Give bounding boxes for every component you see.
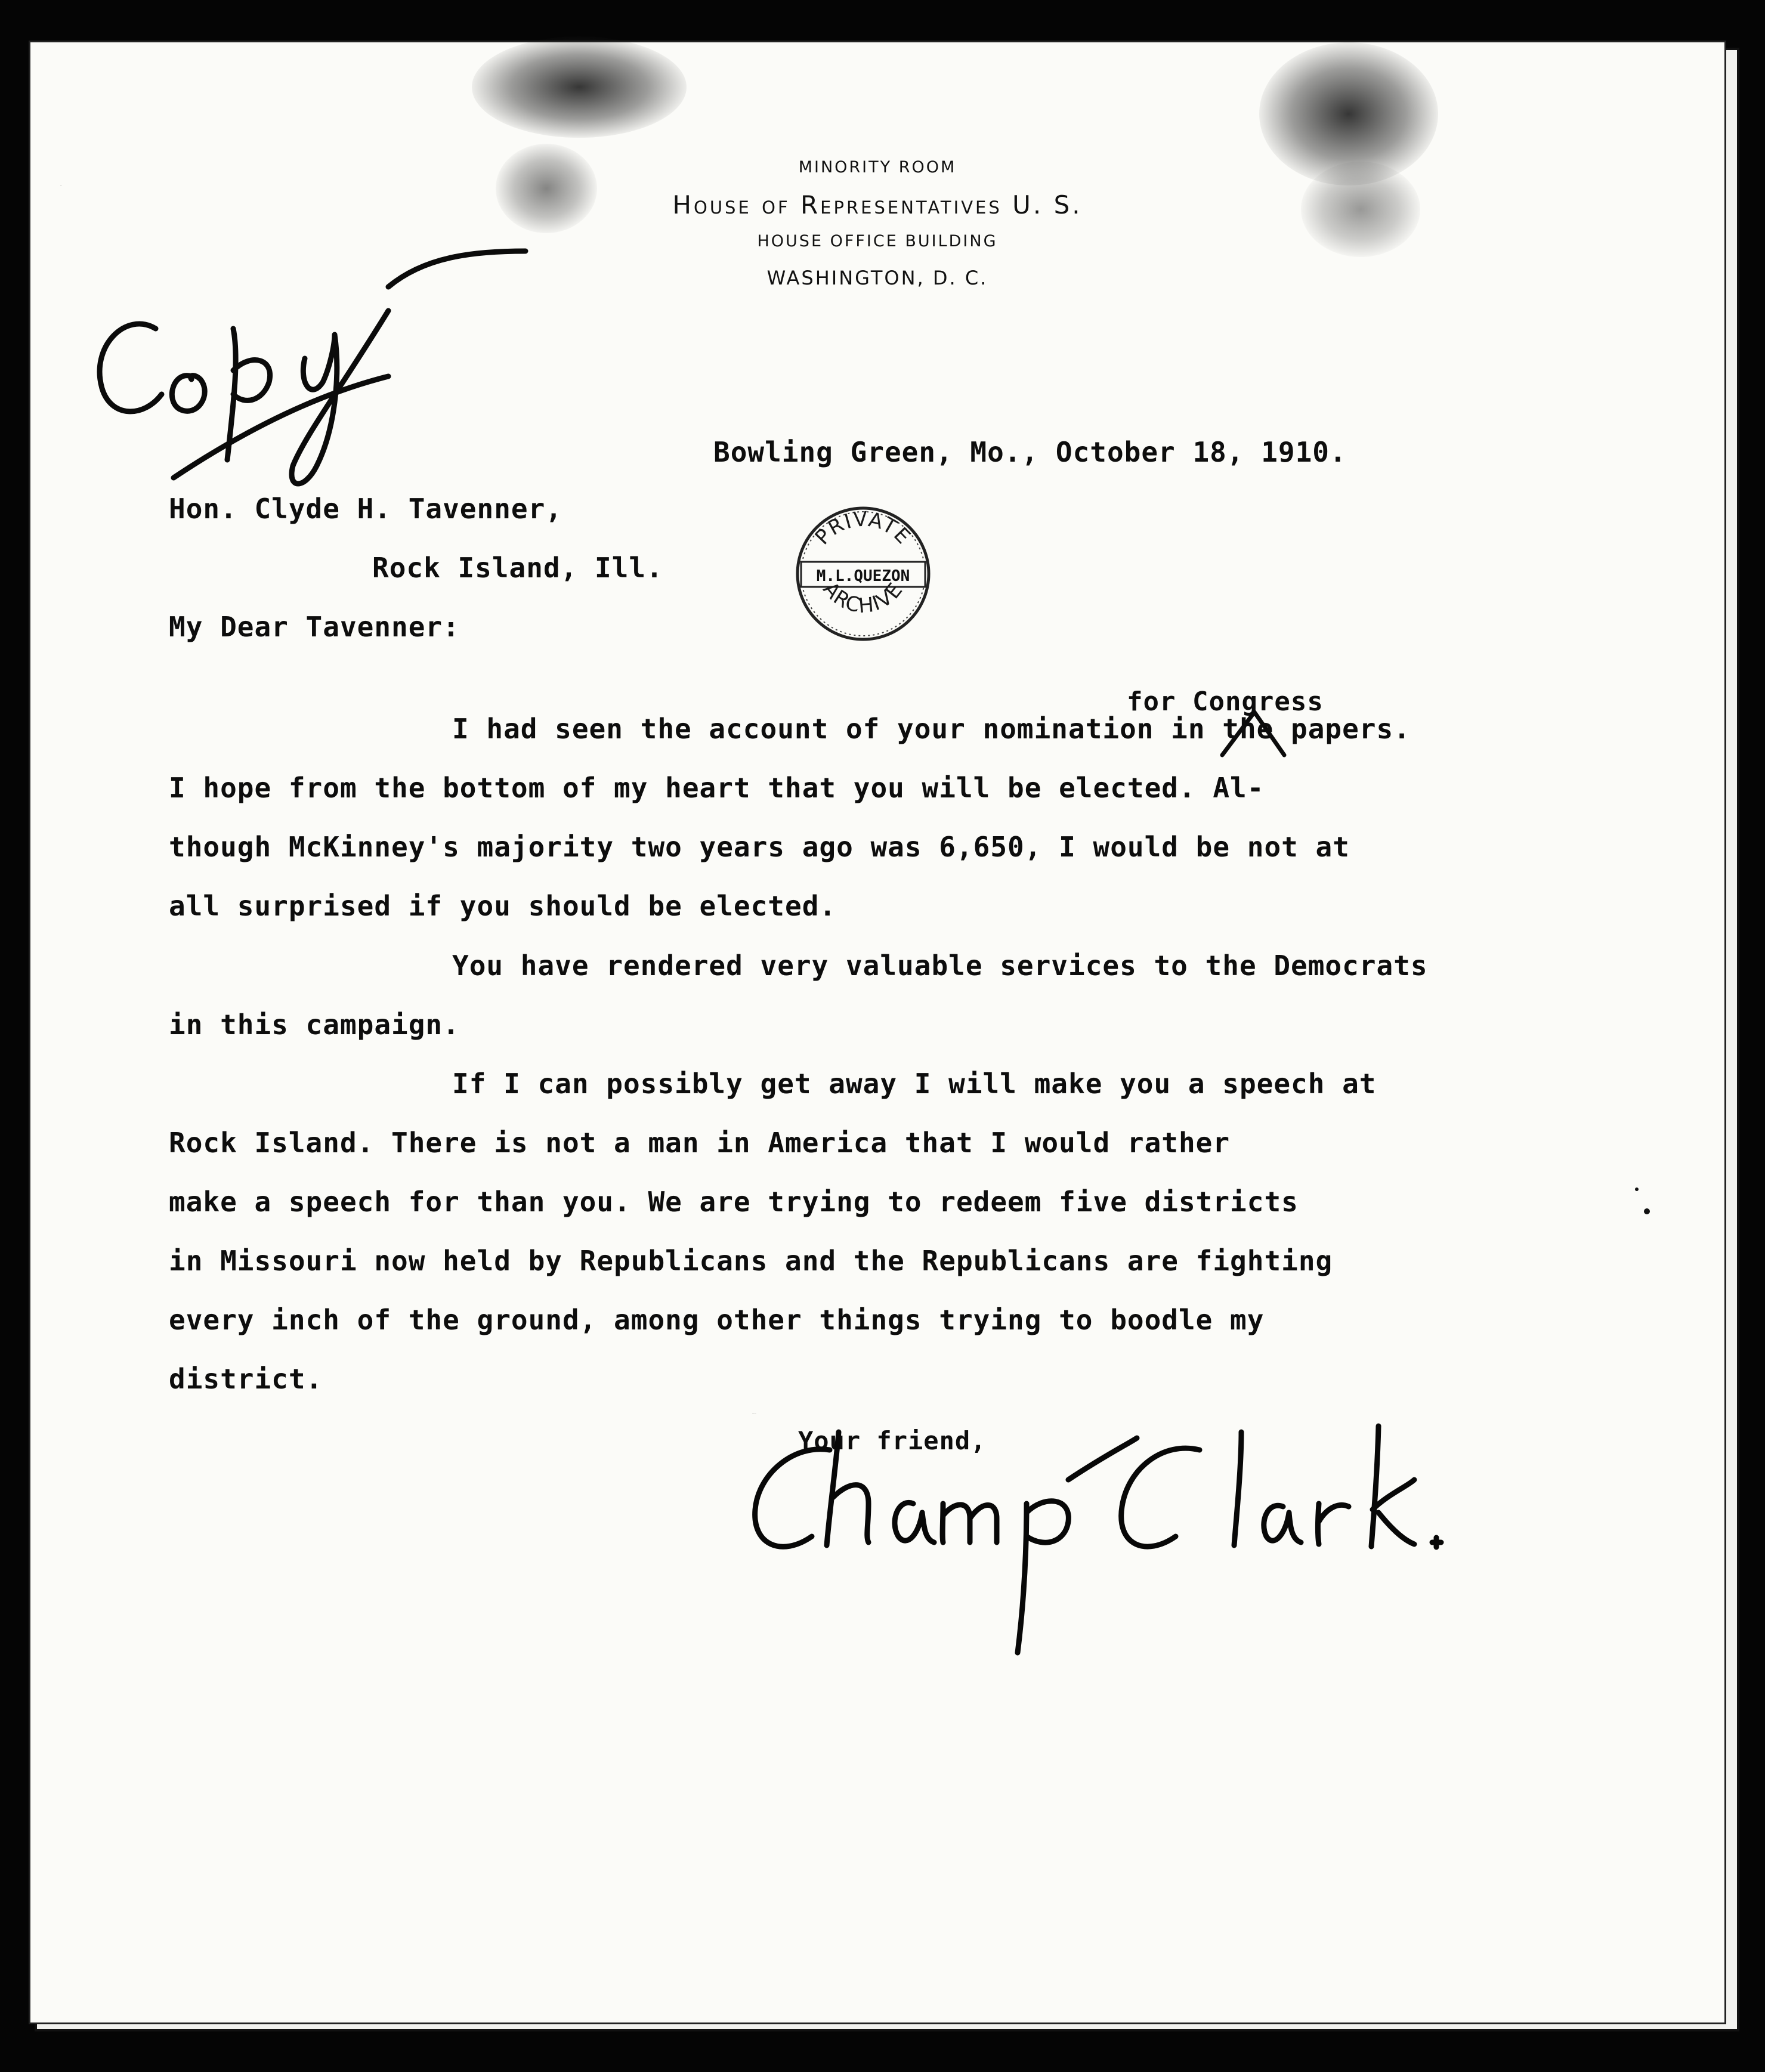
body-line-12: district. — [169, 1363, 323, 1395]
recipient-place: Rock Island, Ill. — [372, 552, 663, 584]
body-line-10: in Missouri now held by Republicans and the Republicans are fighting — [169, 1245, 1333, 1277]
body-line-6: in this campaign. — [169, 1009, 460, 1041]
stray-mark — [1635, 1187, 1639, 1191]
stray-mark — [1644, 1208, 1650, 1214]
svg-text:PRIVATE — [811, 508, 916, 550]
ink-smudge-left — [472, 36, 687, 138]
letterhead-house: House of Representatives U. S. — [672, 190, 1083, 219]
signature-text — [752, 1414, 757, 1415]
body-line-4: all surprised if you should be elected. — [169, 890, 837, 922]
copy-text — [60, 185, 62, 186]
body-line-8: Rock Island. There is not a man in America that I would rather — [169, 1127, 1231, 1159]
body-line-3: though McKinney's majority two years ago was 6,650, I would be not at — [169, 831, 1350, 863]
stamp-bottom-text: ARCHIVE — [818, 577, 908, 618]
dateline: Bowling Green, Mo., October 18, 1910. — [713, 436, 1347, 468]
body-line-11: every inch of the ground, among other things trying to boodle my — [169, 1304, 1265, 1336]
archive-stamp — [793, 503, 933, 644]
body-line-7: If I can possibly get away I will make you a speech at — [452, 1068, 1377, 1100]
body-line-2: I hope from the bottom of my heart that you will be elected. Al- — [169, 772, 1265, 804]
recipient-name: Hon. Clyde H. Tavenner, — [169, 493, 562, 525]
letterhead-office-building: HOUSE OFFICE BUILDING — [757, 232, 998, 251]
letterhead-city: WASHINGTON, D. C. — [766, 267, 988, 289]
insertion-for-congress: for Congress — [1127, 686, 1324, 717]
letter-page — [29, 41, 1726, 2024]
signature-champ-clark — [746, 1408, 1522, 1659]
closing: Your friend, — [798, 1426, 987, 1455]
stamp-middle-text: M.L.QUEZON — [816, 567, 910, 585]
letterhead-minority-room: MINORITY ROOM — [798, 158, 957, 177]
body-line-9: make a speech for than you. We are trying to redeem five districts — [169, 1186, 1299, 1218]
body-line-1: I had seen the account of your nomination in the papers. — [452, 713, 1411, 745]
salutation: My Dear Tavenner: — [169, 611, 460, 643]
body-line-5: You have rendered very valuable services to the Democrats — [452, 950, 1428, 982]
copy-handwritten-mark — [54, 180, 543, 514]
stamp-top-text: PRIVATE — [810, 507, 916, 550]
